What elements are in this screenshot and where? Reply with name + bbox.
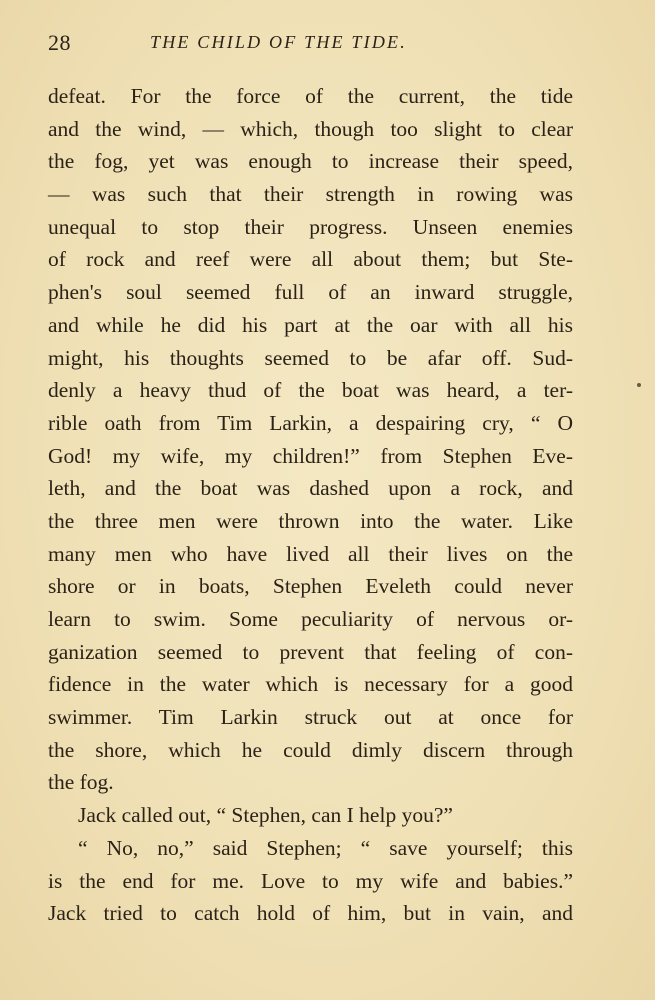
text-line: and the wind, — which, though too slight to clear	[48, 116, 573, 141]
body-text	[48, 80, 573, 930]
text-line: the fog, yet was enough to increase their speed,	[48, 149, 573, 174]
text-line: unequal to stop their progress. Unseen enemies	[48, 214, 573, 239]
page-header	[48, 30, 573, 60]
running-title: THE CHILD OF THE TIDE.	[150, 32, 407, 52]
text-line: — was such that their strength in rowing was	[48, 182, 573, 207]
text-line: the fog.	[48, 770, 114, 795]
text-line: “ No, no,” said Stephen; “ save yourself; this	[78, 835, 573, 860]
text-line: learn to swim. Some peculiarity of nervous or-	[48, 607, 573, 631]
text-line: God! my wife, my children!” from Stephen Eve-	[48, 443, 573, 468]
text-line: rible oath from Tim Larkin, a despairing cry, “ O	[48, 410, 573, 435]
text-line: the three men were thrown into the water. Like	[48, 508, 573, 533]
text-line: the shore, which he could dimly discern through	[48, 737, 573, 762]
text-line: denly a heavy thud of the boat was heard, a ter-	[48, 378, 573, 403]
text-line: swimmer. Tim Larkin struck out at once for	[48, 705, 573, 730]
text-line: shore or in boats, Stephen Eveleth could never	[48, 574, 573, 599]
text-line: of rock and reef were all about them; but Ste-	[48, 247, 573, 272]
text-line: defeat. For the force of the current, the tide	[48, 84, 573, 108]
text-line: is the end for me. Love to my wife and babies.”	[48, 868, 573, 893]
text-line: Jack called out, “ Stephen, can I help you?”	[78, 803, 453, 828]
text-line: phen's soul seemed full of an inward struggle,	[48, 280, 573, 305]
text-line: and while he did his part at the oar with all his	[48, 312, 573, 337]
text-line: many men who have lived all their lives on the	[48, 541, 573, 566]
text-line: might, his thoughts seemed to be afar off. Sud-	[48, 345, 573, 370]
text-line: Jack tried to catch hold of him, but in vain, and	[48, 901, 573, 926]
text-line: leth, and the boat was dashed upon a rock, and	[48, 476, 573, 501]
text-line: ganization seemed to prevent that feeling of con-	[48, 639, 573, 664]
text-line: fidence in the water which is necessary for a good	[48, 672, 573, 697]
paper-speck	[637, 383, 641, 387]
page-number: 28	[48, 30, 71, 55]
